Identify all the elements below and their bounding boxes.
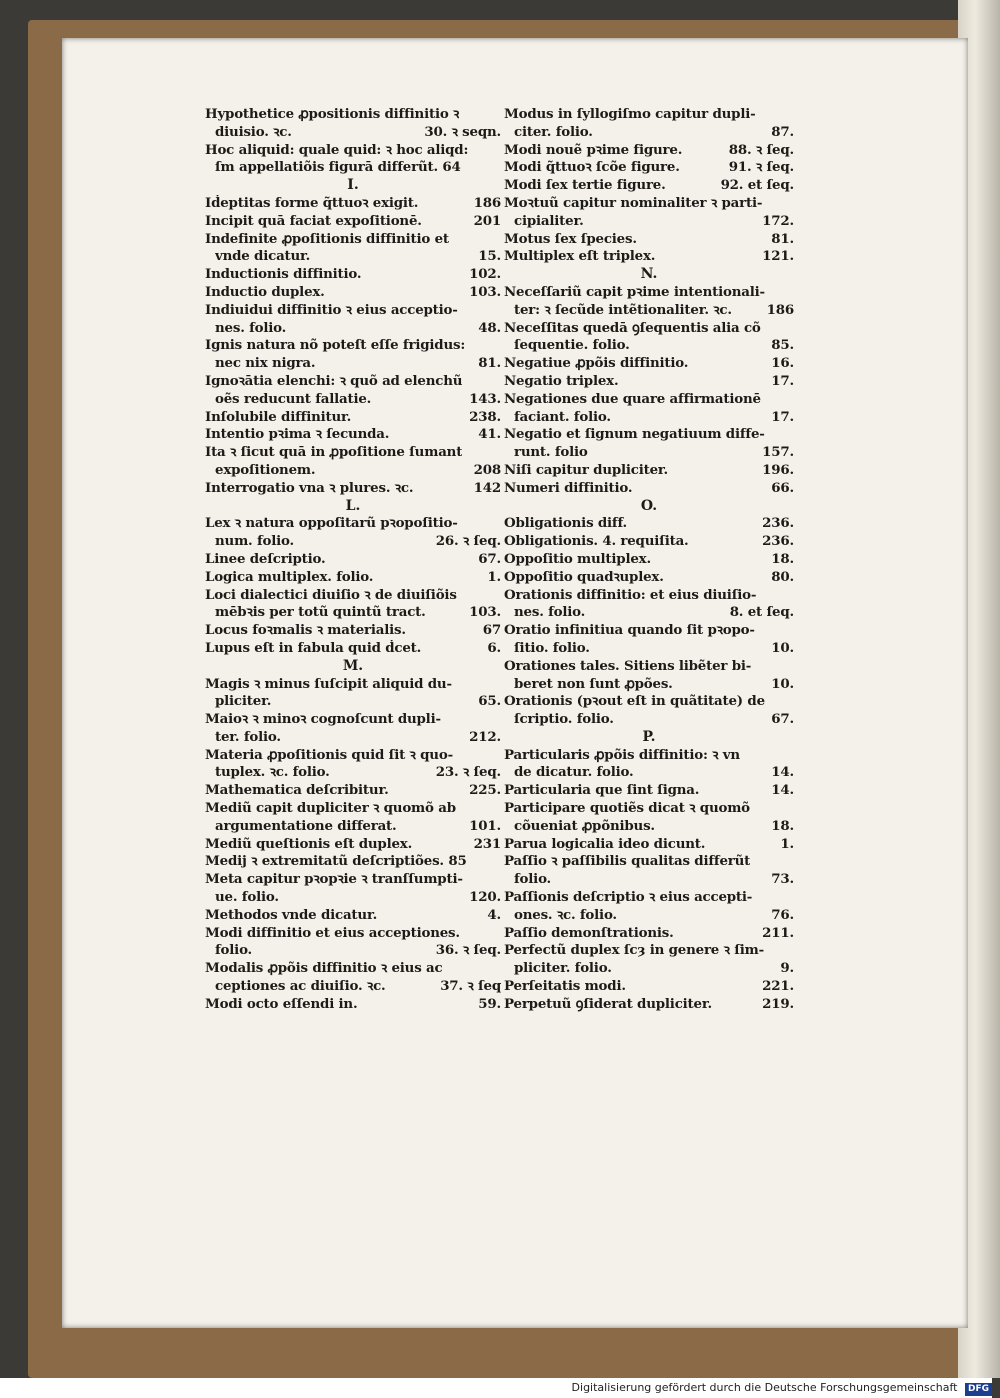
index-entry [205,836,501,854]
index-entry-text: Negationes due quare affirmationē [504,390,761,407]
index-entry-text: Maioꝛ ꝛ minoꝛ cognoſcunt dupli- [205,711,441,728]
index-entry-text: Logica multiplex. folio. [205,568,374,585]
index-entry-text: Indefinite ꝓpoſitionis diffinitio et [205,230,449,247]
index-entry-folio: 101. [469,817,501,834]
index-entry-text: Modi diffinitio et eius acceptiones. [205,924,460,941]
index-letter-heading: M. [342,657,364,674]
index-entry-folio: 10. [771,639,794,656]
index-entry-text: Hypothetice ꝓpositionis diffinitio ꝛ [205,106,460,122]
index-entry-text: Oratio infinitiua quando ſit pꝛopo- [504,622,755,639]
index-entry-folio: 103. [469,283,501,300]
index-letter-heading: L. [345,497,361,514]
index-entry-folio: 103. [469,604,501,621]
index-entry-folio: 14. [771,782,794,799]
index-entry-text: Ignoꝛātia elenchi: ꝛ quõ ad elenchũ [205,372,463,389]
index-entry-text: pliciter. [215,693,272,710]
index-entry [504,658,794,676]
index-entry [205,302,501,320]
index-entry-text: citer. folio. [514,123,593,140]
index-letter-heading: O. [640,497,658,514]
index-entry [205,124,501,142]
index-entry-text: Participare quotiẽs dicat ꝛ quomõ [504,800,750,817]
index-entry [205,373,501,391]
index-entry-text: ue. folio. [215,889,279,906]
index-entry [504,622,794,640]
index-entry-folio: 65. [478,693,501,710]
index-entry-text: faciant. folio. [514,408,611,425]
index-entry-folio: 221. [762,978,794,995]
index-entry [504,533,794,551]
index-entry [504,907,794,925]
index-entry-text: ter: ꝛ ſecũde intẽtionaliter. ꝛc. [514,301,732,318]
index-entry-folio: 87. [771,123,794,140]
index-entry-text: runt. folio [514,444,588,461]
index-entry-folio: 67. [771,711,794,728]
index-entry [205,693,501,711]
index-entry-folio: 4. [487,906,501,923]
index-entry-folio: 23. ꝛ ſeq. [435,764,501,781]
index-entry-folio: 219. [762,995,794,1012]
index-entry [504,195,794,213]
index-entry [504,942,794,960]
index-entry [504,711,794,729]
index-entry-text: Neceſſariũ capit pꝛime intentionali- [504,283,765,300]
index-entry-text: mēbꝛis per totũ quintũ tract. [215,604,426,621]
index-entry [504,106,794,124]
index-entry [205,622,501,640]
index-entry [205,711,501,729]
index-entry-text: Perfectũ duplex ſcȝ in genere ꝛ ſim- [504,942,764,959]
index-entry-text: Paſſionis deſcriptio ꝛ eius accepti- [504,889,753,906]
index-entry [205,213,501,231]
index-entry-text: Paſſio demonſtrationis. [504,924,674,941]
index-entry-folio: 120. [469,889,501,906]
index-letter-heading: I. [347,177,359,194]
index-entry [504,480,794,498]
index-entry [205,426,501,444]
index-entry [205,462,501,480]
index-entry [504,426,794,444]
index-entry-folio: 91. ꝛ ſeq. [728,159,794,176]
index-entry [205,569,501,587]
digitization-footer [0,1378,992,1398]
index-entry-folio: 26. ꝛ ſeq. [435,533,501,550]
index-entry [504,177,794,195]
index-entry-text: Methodos vnde dicatur. [205,906,378,923]
index-entry-folio: 17. [771,408,794,425]
index-entry [504,409,794,427]
index-entry [504,978,794,996]
index-entry-text: Negatio triplex. [504,372,619,389]
index-entry [504,302,794,320]
index-entry-text: ter. folio. [215,728,281,745]
index-entry [504,231,794,249]
index-entry-folio: 14. [771,764,794,781]
index-entry-text: Linee deſcriptio. [205,550,326,567]
index-entry-text: Ignis natura nõ poteſt eſſe frigidus: [205,337,466,354]
index-entry-text: tuplex. ꝛc. folio. [215,764,330,781]
index-entry-text: Modi nouẽ pꝛime figure. [504,141,683,158]
index-entry [504,818,794,836]
dfg-logo-icon: DFG [965,1383,992,1396]
index-entry-text: Inductio duplex. [205,283,325,300]
index-entry [504,515,794,533]
index-entry-text: Negatiue ꝓpõis diffinitio. [504,355,689,372]
index-entry [504,320,794,338]
index-entry [504,676,794,694]
index-entry-text: Modi q̃ttuoꝛ ſcõe figure. [504,159,680,176]
index-entry [205,515,501,533]
index-entry [205,764,501,782]
index-entry-folio: 15. [478,248,501,265]
index-entry-folio: 81. [478,355,501,372]
index-entry [504,764,794,782]
index-entry-text: Meta capitur pꝛopꝛie ꝛ tranſſumpti- [205,871,463,888]
index-entry [504,142,794,160]
index-entry [504,213,794,231]
index-letter-heading: P. [642,728,656,745]
index-entry-text: Locus foꝛmalis ꝛ materialis. [205,622,406,639]
index-entry [504,284,794,302]
index-entry [205,248,501,266]
index-entry-folio: 172. [762,212,794,229]
index-entry [205,676,501,694]
index-entry-text: Inſolubile diffinitur. [205,408,352,425]
index-entry-folio: 37. ꝛ ſeq [440,978,501,995]
index-entry-folio: 102. [469,266,501,283]
index-entry [205,355,501,373]
index-entry-folio: 6. [487,639,501,656]
index-entry [205,729,501,747]
index-entry [205,266,501,284]
footer-credit: Digitalisierung gefördert durch die Deutsche Forschungsgemeinschaft [571,1381,958,1394]
index-entry-folio: 201 [473,212,501,229]
index-entry [205,337,501,355]
index-entry-text: folio. [514,871,552,888]
index-entry [504,587,794,605]
index-entry-folio: 73. [771,871,794,888]
index-entry-text: Obligationis. 4. requiſita. [504,533,689,550]
index-entry-folio: 59. [478,995,501,1012]
index-entry-text: ſm appellatiõis figurā differũt. 64 [215,159,461,176]
index-entry-text: Mathematica deſcribitur. [205,782,389,799]
index-entry-folio: 225. [469,782,501,799]
index-entry [504,693,794,711]
index-entry-text: Incipit quā faciat expoſitionē. [205,212,422,229]
index-entry [504,391,794,409]
index-entry-text: argumentatione differat. [215,817,397,834]
index-entry [205,942,501,960]
index-entry [205,907,501,925]
index-entry-text: folio. [215,942,253,959]
index-entry-folio: 67. [478,550,501,567]
index-entry [504,355,794,373]
index-entry [504,747,794,765]
index-entry [504,836,794,854]
index-entry-folio: 30. ꝛ seqn. [424,123,501,140]
index-entry-folio: 18. [771,550,794,567]
index-letter-heading: N. [640,266,658,283]
index-entry [205,159,501,177]
index-entry-folio: 48. [478,319,501,336]
index-entry-text: ones. ꝛc. folio. [514,906,617,923]
index-entry-folio: 142 [473,479,501,496]
index-entry [205,391,501,409]
index-entry-text: Modalis ꝓpõis diffinitio ꝛ eius ac [205,960,443,977]
index-entry-folio: 8. et ſeq. [729,604,794,621]
index-entry-folio: 18. [771,817,794,834]
index-entry-text: Motus ſex ſpecies. [504,230,637,247]
index-entry-text: ſcriptio. folio. [514,711,614,728]
index-entry-text: Lex ꝛ natura oppoſitarũ pꝛopoſitio- [205,515,458,532]
index-entry [205,853,501,871]
index-entry [205,284,501,302]
index-entry-text: nes. folio. [215,319,287,336]
index-entry-text: Medij ꝛ extremitatũ deſcriptiões. 85 [205,853,467,870]
index-entry-folio: 186 [473,194,501,211]
index-entry-folio: 92. et ſeq. [720,177,794,194]
index-entry-folio: 67 [482,622,501,639]
index-entry [205,871,501,889]
index-entry-text: Negatio et ſignum negatiuum diffe- [504,426,765,443]
index-entry [205,996,501,1014]
index-entry-text: Neceſſitas quedā ꝯſequentis alia cõ [504,319,761,336]
index-entry-folio: 41. [478,426,501,443]
index-entry-text: Particularis ꝓpõis diffinitio: ꝛ vn [504,746,740,763]
index-entry-text: Ita ꝛ ſicut quā in ꝓpoſitione ſumant [205,444,463,461]
index-entry-folio: 16. [771,355,794,372]
index-entry [504,996,794,1014]
index-entry-text: Numeri diffinitio. [504,479,633,496]
index-entry [205,106,501,124]
index-entry-text: Niſi capitur dupliciter. [504,461,669,478]
index-entry-text: expoſitionem. [215,461,316,478]
index-entry-text: Loci dialectici diuiſio ꝛ de diuiſiõis [205,586,457,603]
index-entry-text: Iḋeptitas forme q̃ttuoꝛ exigit. [205,194,419,211]
index-entry-text: Moꝛtuũ capitur nominaliter ꝛ parti- [504,194,763,211]
index-entry [504,925,794,943]
index-entry-folio: 88. ꝛ ſeq. [728,141,794,158]
index-entry-text: beret non ſunt ꝓpões. [514,675,673,692]
index-entry-text: Hoc aliquid: quale quid: ꝛ hoc aliqd: [205,141,469,158]
index-entry-text: diuisio. ꝛc. [215,123,292,140]
index-entry-folio: 186 [766,301,794,318]
index-entry-text: Indiuidui diffinitio ꝛ eius acceptio- [205,301,458,318]
index-entry [205,320,501,338]
index-entry [205,231,501,249]
index-entry [504,569,794,587]
index-entry-text: Particularia que ſint ſigna. [504,782,700,799]
index-entry-folio: 143. [469,390,501,407]
index-entry-folio: 9. [780,960,794,977]
index-entry [205,889,501,907]
index-entry [504,248,794,266]
index-entry-folio: 17. [771,372,794,389]
index-entry [205,782,501,800]
index-entry-text: Modus in ſyllogiſmo capitur dupli- [504,106,756,122]
index-entry-text: Magis ꝛ minus ſuſcipit aliquid du- [205,675,452,692]
index-entry [205,978,501,996]
index-entry [504,124,794,142]
index-entry [205,747,501,765]
index-entry-text: Orationis (pꝛout eſt in quãtitate) de [504,693,765,710]
index-entry-text: Modi octo eſſendi in. [205,995,358,1012]
index-entry-text: Perpetuũ ꝯſiderat dupliciter. [504,995,712,1012]
index-entry-text: Oppoſitio quadꝛuplex. [504,568,664,585]
index-entry [205,800,501,818]
index-entry-text: Lupus eſt in fabula quid ḋcet. [205,639,422,656]
index-entry [205,409,501,427]
index-entry-folio: 157. [762,444,794,461]
index-entry-folio: 1. [487,568,501,585]
index-entry [504,604,794,622]
index-entry [504,337,794,355]
index-entry [504,782,794,800]
index-entry [205,480,501,498]
index-entry-folio: 1. [780,835,794,852]
index-entry-folio: 10. [771,675,794,692]
index-entry-text: Oppoſitio multiplex. [504,550,651,567]
index-entry-folio: 236. [762,533,794,550]
index-entry-text: Mediũ capit dupliciter ꝛ quomõ ab [205,800,456,817]
index-entry-text: ceptiones ac diuiſio. ꝛc. [215,978,386,995]
index-entry-folio: 36. ꝛ ſeq. [435,942,501,959]
index-entry [504,444,794,462]
index-entry [504,871,794,889]
index-entry-folio: 76. [771,906,794,923]
index-entry [205,587,501,605]
index-entry-text: Inductionis diffinitio. [205,266,362,283]
index-entry-folio: 238. [469,408,501,425]
index-entry-folio: 212. [469,728,501,745]
index-entry-text: Parua logicalia ideo dicunt. [504,835,706,852]
index-entry-text: Multiplex eſt triplex. [504,248,656,265]
index-entry-folio: 85. [771,337,794,354]
index-entry [504,960,794,978]
index-entry-text: Paſſio ꝛ paſſibilis qualitas differũt [504,853,751,870]
index-entry-text: pliciter. folio. [514,960,612,977]
index-column-right [504,106,794,1014]
index-entry-text: Interrogatio vna ꝛ plures. ꝛc. [205,479,414,496]
index-entry-folio: 231 [473,835,501,852]
index-entry-text: Intentio pꝛima ꝛ ſecunda. [205,426,390,443]
index-entry-folio: 121. [762,248,794,265]
index-entry-folio: 196. [762,461,794,478]
index-entry-text: ſequentie. folio. [514,337,630,354]
index-entry-text: nec nix nigra. [215,355,316,372]
index-entry-text: nes. folio. [514,604,586,621]
index-entry [504,889,794,907]
index-entry [205,444,501,462]
index-entry [205,925,501,943]
index-entry [205,142,501,160]
index-entry [205,818,501,836]
index-entry [205,604,501,622]
index-entry-text: vnde dicatur. [215,248,311,265]
index-entry-text: Mediũ queſtionis eſt duplex. [205,835,413,852]
index-entry-text: oẽs reducunt fallatie. [215,390,372,407]
index-entry-folio: 66. [771,479,794,496]
index-entry-text: Orationes tales. Sitiens libẽter bi- [504,657,752,674]
index-entry [504,462,794,480]
index-entry-text: Orationis diffinitio: et eius diuiſio- [504,586,757,603]
index-entry [205,533,501,551]
index-entry-text: de dicatur. folio. [514,764,634,781]
index-entry [205,960,501,978]
index-entry-folio: 211. [762,924,794,941]
index-entry [504,551,794,569]
index-entry-folio: 80. [771,568,794,585]
index-entry-folio: 208 [473,461,501,478]
index-entry-text: Obligationis diff. [504,515,628,532]
index-entry [205,551,501,569]
index-entry-text: cõueniat ꝓpõnibus. [514,817,655,834]
index-entry-text: ſitio. folio. [514,639,590,656]
index-entry [504,159,794,177]
index-column-left [205,106,501,1014]
index-entry-folio: 236. [762,515,794,532]
index-entry-text: Perſeitatis modi. [504,978,626,995]
index-entry [205,640,501,658]
index-entry-folio: 81. [771,230,794,247]
index-entry [504,800,794,818]
index-entry [205,195,501,213]
index-entry [504,853,794,871]
index-entry [504,640,794,658]
index-entry-text: cipialiter. [514,212,584,229]
index-entry-text: Modi ſex tertie figure. [504,177,666,194]
index-entry-text: num. folio. [215,533,294,550]
index-entry-text: Materia ꝓpoſitionis quid ſit ꝛ quo- [205,746,453,763]
index-entry [504,373,794,391]
